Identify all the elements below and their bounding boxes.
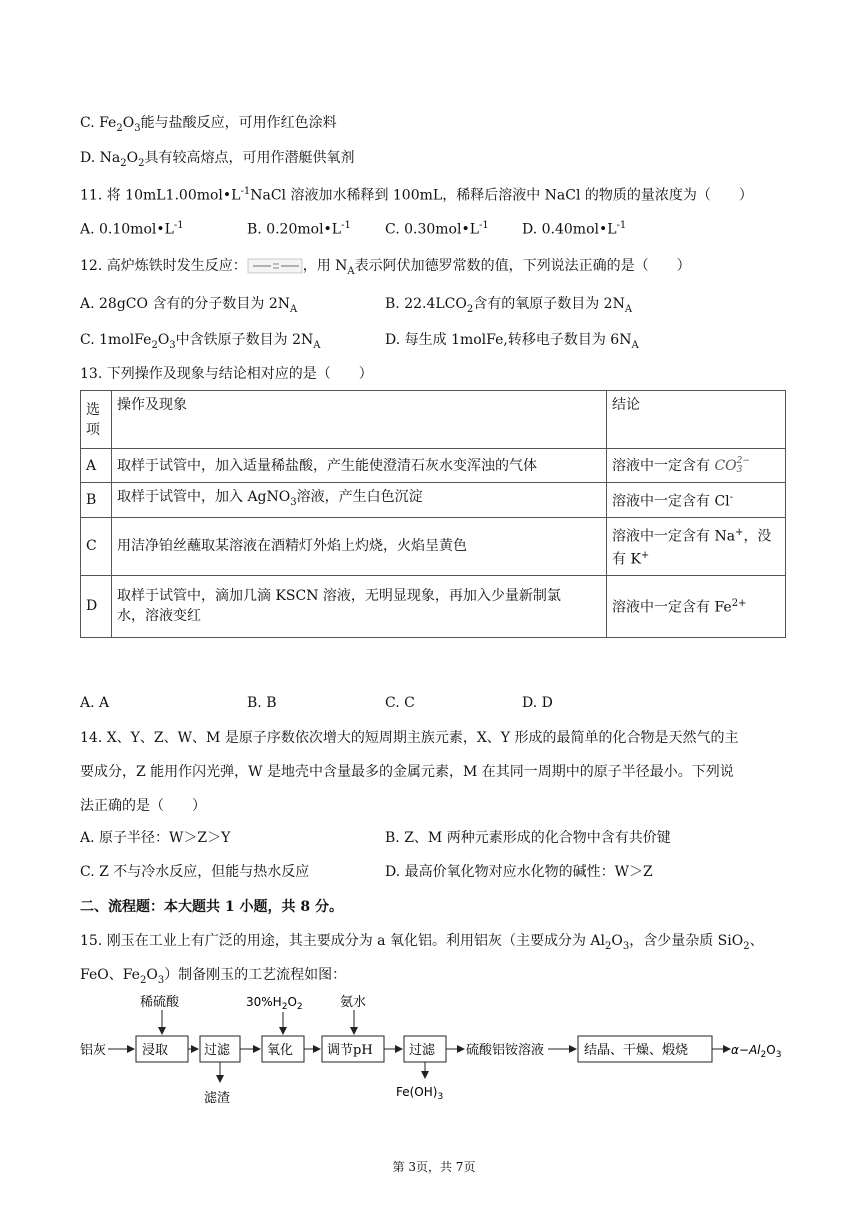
q12-option-a: A. 28gCO 含有的分子数目为 $2N_A$ [80,296,298,315]
q14-stem-line3: 法正确的是（ ） [80,798,206,814]
q13-option-d: D. D [522,695,553,711]
row-operation: 取样于试管中，滴加几滴 KSCN 溶液，无明显现象，再加入少量新制氯 水，溶液变红 [112,575,607,637]
q11-option-a: A. $0.10mol•L^{-1}$ [80,220,184,238]
q12-option-d: D. 每生成 1molFe,转移电子数目为 $6N_A$ [385,332,639,351]
q10-option-d: D. $Na_2O_2$具有较高熔点，可用作潜艇供氧剂 [80,150,355,169]
table-header-row [81,391,786,449]
row-key: B [81,483,112,518]
q12-stem: 12. 高炉炼铁时发生反应： ，用 $N_A$表示阿伏加德罗常数的值，下列说法正确的是（ ） [80,258,691,277]
q12-option-c: C. $1molFe_2O_3$中含铁原子数目为 $2N_A$ [80,332,321,351]
table-row [81,449,786,483]
table-row [81,517,786,575]
q13-stem: 13. 下列操作及现象与结论相对应的是（ ） [80,366,373,382]
section-heading: 二、流程题：本大题共 1 小题，共 8 分。 [80,899,343,915]
row-operation: 用洁净铂丝蘸取某溶液在酒精灯外焰上灼烧，火焰呈黄色 [112,517,607,575]
table-row [81,575,786,637]
flow-start: 铝灰 [80,1043,107,1058]
row-key: A [81,449,112,483]
flow-reagent-acid: 稀硫酸 [140,995,180,1010]
q13-option-c: C. C [385,695,415,711]
flow-reagent-ammonia: 氨水 [340,995,367,1010]
q14-option-d: D. 最高价氧化物对应水化物的碱性：W＞Z [385,864,653,880]
header-conclusion: 结论 [607,391,786,449]
row-conclusion: 溶液中一定含有 CO2− 3 [607,449,786,483]
flow-step-leach: 浸取 [142,1043,169,1058]
q14-option-a: A. 原子半径：W＞Z＞Y [80,830,231,846]
q10-option-c: C. $Fe_2O_3$能与盐酸反应，可用作红色涂料 [80,115,337,134]
q14-stem-line2: 要成分，Z 能用作闪光弹，W 是地壳中含量最多的金属元素，M 在其同一周期中的原子半径最小。下列说 [80,764,734,780]
q14-stem-line1: 14. X、Y、Z、W、M 是原子序数依次增大的短周期主族元素，X、Y 形成的最简单的化合物是天然气的主 [80,730,739,746]
row-operation: 取样于试管中，加入适量稀盐酸，产生能使澄清石灰水变浑浊的气体 [112,449,607,483]
row-key: D [81,575,112,637]
row-key: C [81,517,112,575]
q13-option-b: B. B [247,695,277,711]
row-operation: 取样于试管中，加入 AgNO$_3$溶液，产生白色沉淀 [112,483,607,518]
flow-step-adjust-ph: 调节pH [327,1043,373,1058]
q14-option-c: C. Z 不与冷水反应，但能与热水反应 [80,864,310,880]
q13-table [80,390,786,638]
flow-step-oxidize: 氧化 [267,1043,294,1058]
flow-solution: 硫酸铝铵溶液 [466,1043,545,1058]
process-flow-diagram [78,990,798,1110]
row-conclusion: 溶液中一定含有 Cl- [607,483,786,518]
flow-residue: 滤渣 [204,1091,231,1106]
row-conclusion: 溶液中一定含有 Na+，没 有 K+ [607,517,786,575]
flow-step-filter1: 过滤 [204,1043,231,1058]
reaction-equation-image [247,257,303,275]
flow-step-filter2: 过滤 [409,1043,436,1058]
row-conclusion: 溶液中一定含有 $Fe^{2+}$ [607,575,786,637]
q11-option-c: C. $0.30mol•L^{-1}$ [385,220,489,238]
q11-option-b: B. $0.20mol•L^{-1}$ [247,220,351,238]
header-option: 选 项 [81,391,112,449]
q15-stem-line2: FeO、$Fe_2O_3$）制备刚玉的工艺流程如图： [80,967,347,986]
q15-stem-line1: 15. 刚玉在工业上有广泛的用途，其主要成分为 a 氧化铝。利用铝灰（主要成分为 $Al_2O_3$，含少量杂质 SiO$_2$、 [80,933,764,952]
flow-step-final: 结晶、干燥、煅烧 [584,1043,689,1058]
q14-option-b: B. Z、M 两种元素形成的化合物中含有共价键 [385,830,671,846]
table-row [81,483,786,518]
page-footer: 第 3页，共 7页 [392,1160,476,1174]
header-operation: 操作及现象 [112,391,607,449]
flow-reagent-h2o2: $30\%H_2O_2$ [246,995,303,1012]
flow-precipitate: $Fe(OH)_3$ [396,1085,444,1102]
flow-product: $\alpha-Al_2O_3$ [731,1043,782,1060]
q13-option-a: A. A [80,695,110,711]
q12-option-b: B. $22.4LCO_2$含有的氧原子数目为 $2N_A$ [385,296,633,315]
q11-option-d: D. $0.40mol•L^{-1}$ [522,220,627,238]
q11-stem: 11. 将 $10mL1.00mol•L^{-1}NaCl$ 溶液加水稀释到 100mL，稀释后溶液中 NaCl 的物质的量浓度为（ ） [80,186,753,204]
